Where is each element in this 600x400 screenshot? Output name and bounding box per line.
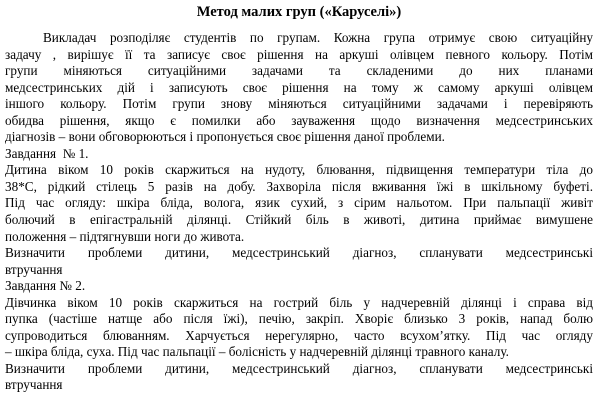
task2-body-line-4: – шкіра бліда, суха. Під час пальпації – болісність у надчеревній ділянці травного каналу. [5, 344, 509, 360]
intro-line-6: обидва рішення, якщо є помилки або зауваження щодо визначення медсестринських [5, 112, 593, 128]
intro-line-1: Викладач розподіляє студентів по групам. Кожна група отримує свою ситуаційну [43, 30, 593, 45]
intro-line-3: групи міняються ситуаційними задачами та складеними до них планами [5, 63, 593, 79]
task1-body-line-2: 38*С, рідкий стілець 5 разів на добу. Захворіла після вживання їжі в шкільному буфеті. [5, 178, 593, 194]
task1-body-line-5: положення – підтягнувши ноги до живота. [5, 228, 245, 244]
intro-line-2: задачу , вирішує її та записує своє рішення на аркуші олівцем певного кольору. Потім [5, 46, 593, 62]
task2-heading: Завдання № 2. [5, 278, 86, 294]
intro-line-7: діагнозів – вони обговорюються і пропонується своє рішення даної проблеми. [5, 129, 445, 145]
task1-assignment-line-1: Визначити проблеми дитини, медсестринський діагноз, спланувати медсестринські [5, 245, 593, 261]
task2-assignment-line-1: Визначити проблеми дитини, медсестринський діагноз, спланувати медсестринські [5, 360, 593, 376]
intro-line-5: іншого кольору. Потім групи знову міняються ситуаційними задачами і перевіряють [5, 96, 593, 112]
task2-body-line-3: супроводиться блюванням. Харчується нерегулярно, часто всухом’ятку. Під час огляду [5, 327, 593, 343]
task2-body-line-2: пупка (частіше натще або після їжі), печію, закріп. Хворіє близько 3 років, напад болю [5, 311, 593, 327]
task2-body-line-1: Дівчинка віком 10 років скаржиться на гострий біль у надчеревній ділянці і справа від [5, 294, 593, 310]
task1-heading: Завдання № 1. [5, 145, 89, 161]
task1-body-line-1: Дитина віком 10 років скаржиться на нудоту, блювання, підвищення температури тіла до [5, 162, 593, 178]
task1-assignment-line-2: втручання [5, 261, 63, 277]
task1-body-line-3: Під час огляду: шкіра бліда, волога, язик сухий, з сірим нальотом. При пальпації живіт [5, 195, 593, 211]
document-title: Метод малих груп («Каруселі») [196, 4, 402, 20]
task1-body-line-4: болючий в епігастральній ділянці. Стійкий біль в животі, дитина приймає вимушене [5, 212, 593, 228]
intro-line-4: медсестринських дій і записують своє рішення на тому ж самому аркуші олівцем [5, 79, 593, 95]
task2-assignment-line-2: втручання [5, 377, 63, 393]
